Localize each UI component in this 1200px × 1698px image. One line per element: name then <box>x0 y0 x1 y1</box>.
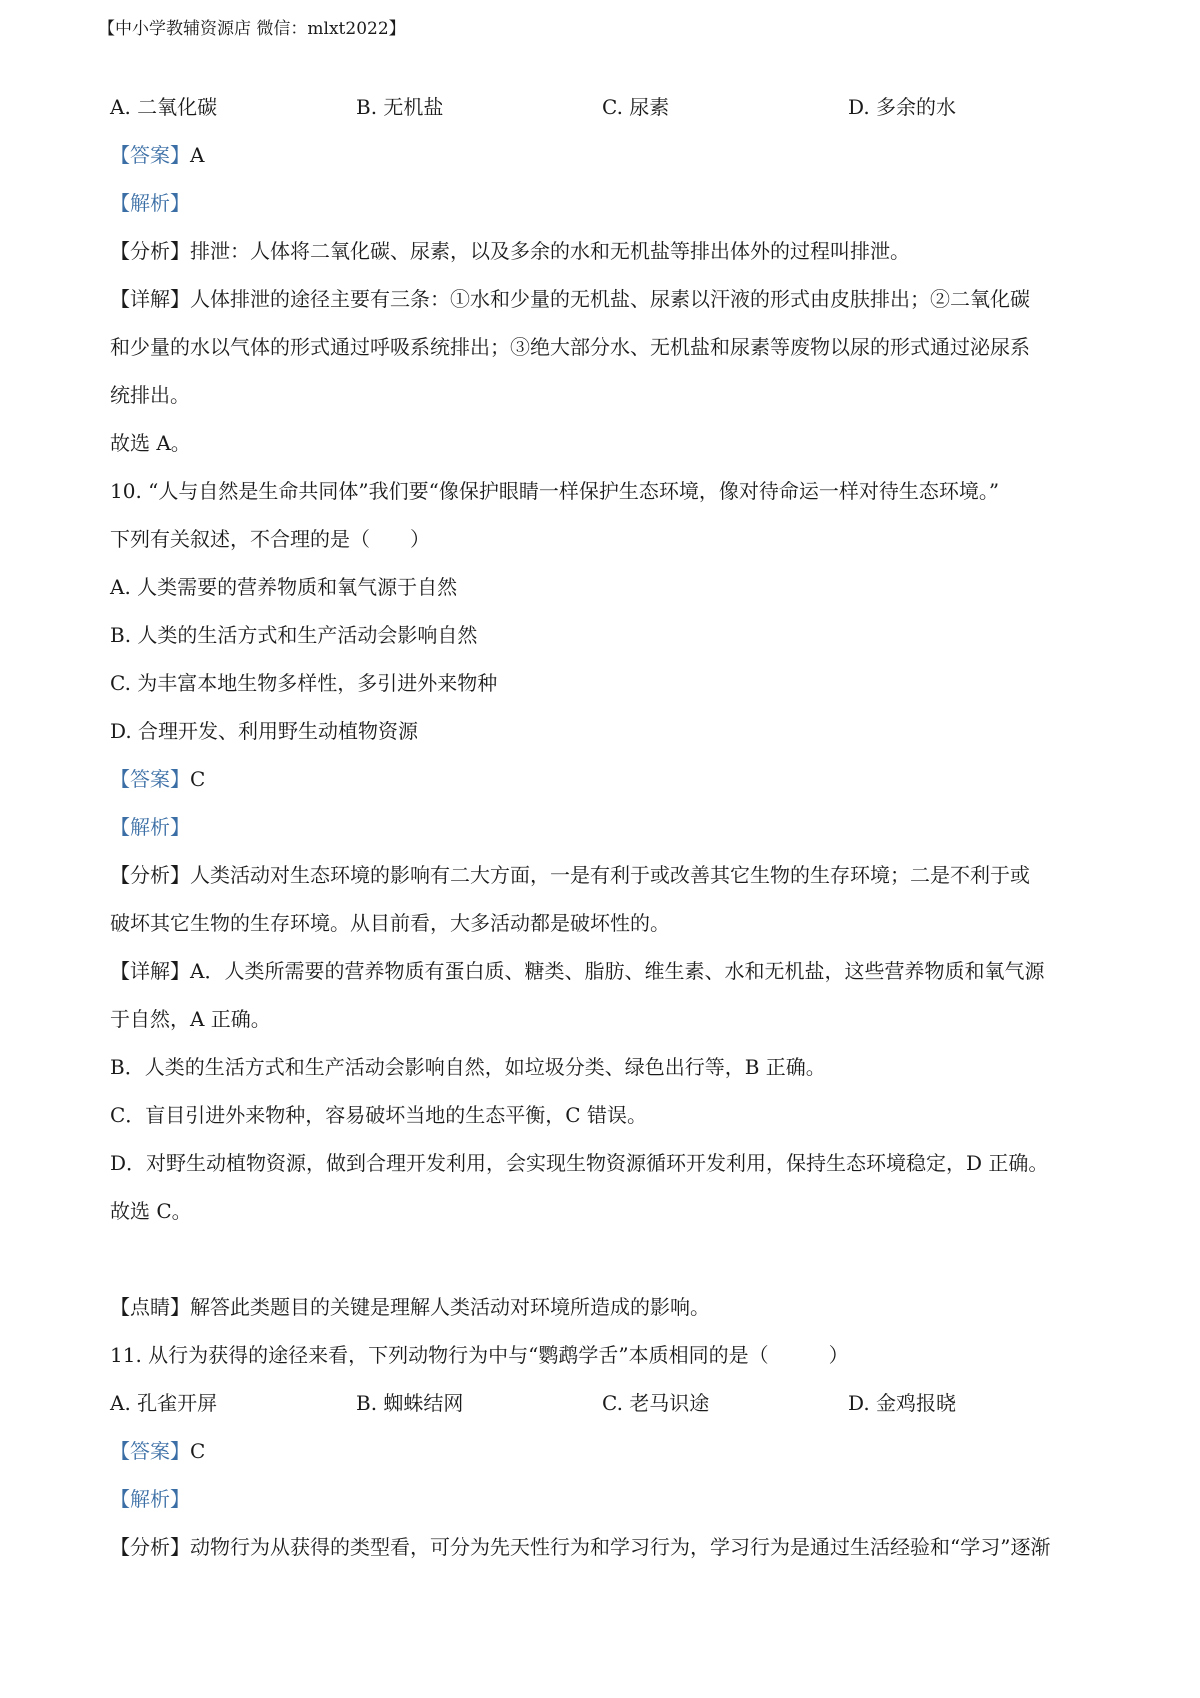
q10-detail-line: C．盲目引进外来物种，容易破坏当地的生态平衡，C 错误。 <box>110 1103 647 1127</box>
q11-option-b: B. 蜘蛛结网 <box>356 1391 464 1415</box>
q11-options <box>110 1388 1110 1418</box>
q11-stem: 11. 从行为获得的途径来看，下列动物行为中与“鹦鹉学舌”本质相同的是（ ） <box>110 1343 849 1367</box>
answer-value: C <box>190 767 206 791</box>
q11-option-c: C. 老马识途 <box>602 1391 710 1415</box>
q9-option-b: B. 无机盐 <box>356 95 444 119</box>
q10-detail-line: B．人类的生活方式和生产活动会影响自然，如垃圾分类、绿色出行等，B 正确。 <box>110 1055 826 1079</box>
q9-fenxi: 【分析】排泄：人体将二氧化碳、尿素，以及多余的水和无机盐等排出体外的过程叫排泄。 <box>110 239 910 263</box>
answer-value: C <box>190 1439 206 1463</box>
q10-option-b: B. 人类的生活方式和生产活动会影响自然 <box>110 623 478 647</box>
answer-tag: 【答案】 <box>110 767 190 791</box>
q11-option-d: D. 金鸡报晓 <box>848 1391 957 1415</box>
q10-stem-line: 10. “人与自然是生命共同体”我们要“像保护眼睛一样保护生态环境，像对待命运一样对待生态环境。” <box>110 479 1000 503</box>
q9-option-d: D. 多余的水 <box>848 95 957 119</box>
q10-fenxi-line: 破坏其它生物的生存环境。从目前看，大多活动都是破坏性的。 <box>110 911 670 935</box>
q10-option-a: A. 人类需要的营养物质和氧气源于自然 <box>110 575 458 599</box>
q10-answer <box>110 764 205 794</box>
q9-options <box>110 92 1110 122</box>
q9-analysis-tag: 【解析】 <box>110 191 190 215</box>
q10-fenxi-line: 【分析】人类活动对生态环境的影响有二大方面，一是有利于或改善其它生物的生存环境；二是不利于或 <box>110 863 1030 887</box>
q10-analysis-tag: 【解析】 <box>110 815 190 839</box>
q9-answer <box>110 140 204 170</box>
answer-value: A <box>190 143 205 167</box>
q11-fenxi: 【分析】动物行为从获得的类型看，可分为先天性行为和学习行为，学习行为是通过生活经验和“学习”逐渐 <box>110 1535 1051 1559</box>
q9-option-a: A. 二氧化碳 <box>110 95 218 119</box>
q10-detail-line: 【详解】A．人类所需要的营养物质有蛋白质、糖类、脂肪、维生素、水和无机盐，这些营养物质和氧气源 <box>110 959 1045 983</box>
q9-detail-line: 统排出。 <box>110 383 190 407</box>
q9-detail-line: 【详解】人体排泄的途径主要有三条：①水和少量的无机盐、尿素以汗液的形式由皮肤排出；②二氧化碳 <box>110 287 1030 311</box>
q10-choose: 故选 C。 <box>110 1199 192 1223</box>
q9-option-c: C. 尿素 <box>602 95 670 119</box>
q10-option-d: D. 合理开发、利用野生动植物资源 <box>110 719 419 743</box>
page-header: 【中小学教辅资源店 微信：mlxt2022】 <box>98 19 406 39</box>
q9-choose: 故选 A。 <box>110 431 191 455</box>
answer-tag: 【答案】 <box>110 143 190 167</box>
q11-option-a: A. 孔雀开屏 <box>110 1391 218 1415</box>
q9-detail-line: 和少量的水以气体的形式通过呼吸系统排出；③绝大部分水、无机盐和尿素等废物以尿的形式通过泌尿系 <box>110 335 1030 359</box>
q10-stem-line: 下列有关叙述，不合理的是（ ） <box>110 527 430 551</box>
q10-detail-line: 于自然，A 正确。 <box>110 1007 271 1031</box>
q10-detail-line: D．对野生动植物资源，做到合理开发利用，会实现生物资源循环开发利用，保持生态环境稳定，D 正确。 <box>110 1151 1049 1175</box>
q11-analysis-tag: 【解析】 <box>110 1487 190 1511</box>
q10-option-c: C. 为丰富本地生物多样性，多引进外来物种 <box>110 671 498 695</box>
answer-tag: 【答案】 <box>110 1439 190 1463</box>
q11-answer <box>110 1436 205 1466</box>
q10-dianjing: 【点睛】解答此类题目的关键是理解人类活动对环境所造成的影响。 <box>110 1295 710 1319</box>
